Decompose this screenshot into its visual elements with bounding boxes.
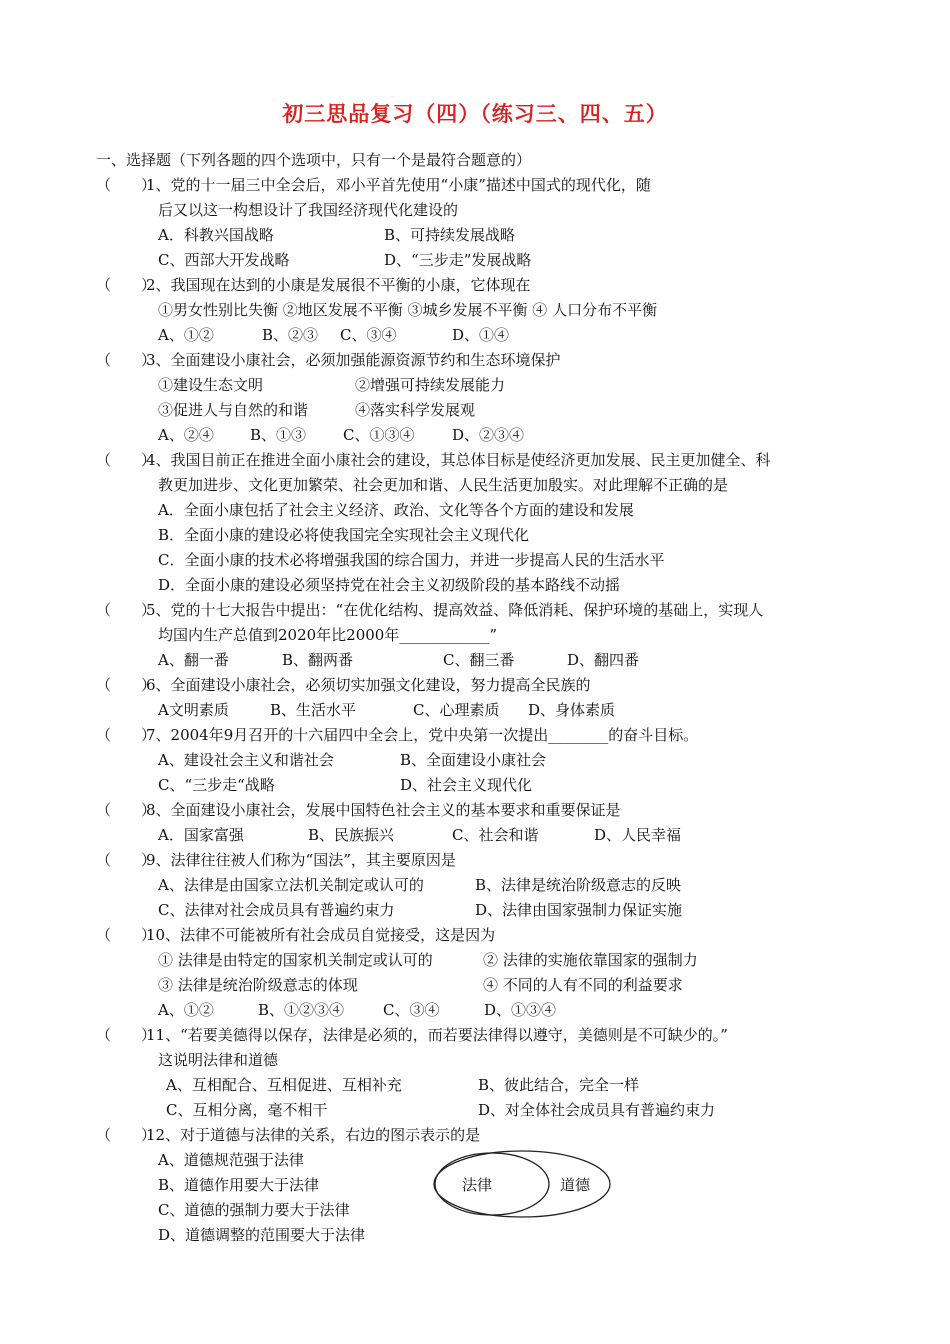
question-option: B、道德作用要大于法律 xyxy=(158,1176,320,1194)
answer-bracket[interactable]: （ ） xyxy=(96,801,157,819)
question-option: D．全面小康的建设必须坚持党在社会主义初级阶段的基本路线不动摇 xyxy=(158,576,621,594)
question-item: ③促进人与自然的和谐 xyxy=(158,401,309,419)
question-stem: 11、“若要美德得以保存，法律是必须的，而若要法律得以遵守，美德则是不可缺少的。” xyxy=(146,1026,728,1044)
question-option: A、道德规范强于法律 xyxy=(158,1151,304,1169)
question-stem: 9、法律往往被人们称为“国法”，其主要原因是 xyxy=(146,851,456,869)
question-option: C、③④ xyxy=(383,1001,440,1019)
question-item: ② 法律的实施依靠国家的强制力 xyxy=(483,951,698,969)
question-stem: 这说明法律和道德 xyxy=(158,1051,279,1069)
question-stem: 1、党的十一届三中全会后，邓小平首先使用“小康”描述中国式的现代化，随 xyxy=(146,176,651,194)
question-option: C、社会和谐 xyxy=(452,826,539,844)
question-option: A、互相配合、互相促进、互相补充 xyxy=(166,1076,402,1094)
question-item: ④ 不同的人有不同的利益要求 xyxy=(483,976,683,994)
question-option: C、“三步走“战略 xyxy=(158,776,275,794)
question-option: D、身体素质 xyxy=(528,701,616,719)
question-option: A、翻一番 xyxy=(158,651,229,669)
question-option: C．全面小康的技术必将增强我国的综合国力，并进一步提高人民的生活水平 xyxy=(158,551,665,569)
answer-bracket[interactable]: （ ） xyxy=(96,351,157,369)
question-stem: 7、2004年9月召开的十六届四中全会上，党中央第一次提出________的奋斗目标。 xyxy=(146,726,699,744)
question-option: D、②③④ xyxy=(452,426,525,444)
answer-bracket[interactable]: （ ） xyxy=(96,1126,157,1144)
question-option: A、建设社会主义和谐社会 xyxy=(158,751,334,769)
section-heading: 一、选择题（下列各题的四个选项中，只有一个是最符合题意的） xyxy=(96,151,532,169)
question-stem: 后又以这一构想设计了我国经济现代化建设的 xyxy=(158,201,459,219)
question-option: B、①③ xyxy=(250,426,307,444)
question-stem: 8、全面建设小康社会，发展中国特色社会主义的基本要求和重要保证是 xyxy=(146,801,621,819)
question-option: D、法律由国家强制力保证实施 xyxy=(475,901,683,919)
question-stem: 10、法律不可能被所有社会成员自觉接受，这是因为 xyxy=(146,926,496,944)
question-item: ① 法律是由特定的国家机关制定或认可的 xyxy=(158,951,433,969)
question-option: C、心理素质 xyxy=(413,701,500,719)
question-option: B．全面小康的建设必将使我国完全实现社会主义现代化 xyxy=(158,526,530,544)
question-option: B、法律是统治阶级意志的反映 xyxy=(475,876,682,894)
answer-bracket[interactable]: （ ） xyxy=(96,451,157,469)
question-option: D、①③④ xyxy=(484,1001,557,1019)
question-option: B、可持续发展战略 xyxy=(384,226,516,244)
question-stem: 6、全面建设小康社会，必须切实加强文化建设，努力提高全民族的 xyxy=(146,676,591,694)
answer-bracket[interactable]: （ ） xyxy=(96,926,157,944)
question-option: D、翻四番 xyxy=(567,651,640,669)
question-option: C、道德的强制力要大于法律 xyxy=(158,1201,350,1219)
question-stem: 12、对于道德与法律的关系，右边的图示表示的是 xyxy=(146,1126,481,1144)
question-option: B、①②③④ xyxy=(258,1001,345,1019)
question-stem: 教更加进步、文化更加繁荣、社会更加和谐、人民生活更加殷实。对此理解不正确的是 xyxy=(158,476,729,494)
question-item: ①男女性别比失衡 ②地区发展不平衡 ③城乡发展不平衡 ④ 人口分布不平衡 xyxy=(158,301,658,319)
question-option: D、社会主义现代化 xyxy=(400,776,533,794)
question-option: B、全面建设小康社会 xyxy=(400,751,547,769)
question-option: A．国家富强 xyxy=(158,826,244,844)
question-item: ③ 法律是统治阶级意志的体现 xyxy=(158,976,358,994)
page-title: 初三思品复习（四）（练习三、四、五） xyxy=(282,102,668,126)
question-option: A、法律是由国家立法机关制定或认可的 xyxy=(158,876,424,894)
question-option: D、道德调整的范围要大于法律 xyxy=(158,1226,366,1244)
question-item: ②增强可持续发展能力 xyxy=(355,376,506,394)
question-option: A、①② xyxy=(158,1001,214,1019)
question-stem: 3、全面建设小康社会，必须加强能源资源节约和生态环境保护 xyxy=(146,351,561,369)
question-option: C、翻三番 xyxy=(443,651,515,669)
question-option: C、③④ xyxy=(340,326,397,344)
question-stem: 均国内生产总值到2020年比2000年____________” xyxy=(158,626,498,644)
question-option: A、①② xyxy=(158,326,214,344)
question-stem: 5、党的十七大报告中提出：“在优化结构、提高效益、降低消耗、保护环境的基础上，实现人 xyxy=(146,601,764,619)
question-option: B、民族振兴 xyxy=(308,826,395,844)
question-option: D、人民幸福 xyxy=(594,826,682,844)
question-option: D、对全体社会成员具有普遍约束力 xyxy=(478,1101,716,1119)
question-option: A文明素质 xyxy=(158,701,229,719)
answer-bracket[interactable]: （ ） xyxy=(96,276,157,294)
question-stem: 2、我国现在达到的小康是发展很不平衡的小康，它体现在 xyxy=(146,276,531,294)
answer-bracket[interactable]: （ ） xyxy=(96,726,157,744)
question-option: C、①③④ xyxy=(343,426,415,444)
answer-bracket[interactable]: （ ） xyxy=(96,1026,157,1044)
question-option: B、翻两番 xyxy=(282,651,354,669)
question-stem: 4、我国目前正在推进全面小康社会的建设，其总体目标是使经济更加发展、民主更加健全、科 xyxy=(146,451,771,469)
question-option: D、“三步走”发展战略 xyxy=(384,251,532,269)
question-option: C、法律对社会成员具有普遍约束力 xyxy=(158,901,395,919)
answer-bracket[interactable]: （ ） xyxy=(96,851,157,869)
question-option: C、西部大开发战略 xyxy=(158,251,290,269)
law-morality-diagram xyxy=(433,1150,613,1220)
question-item: ④落实科学发展观 xyxy=(355,401,476,419)
question-option: A．全面小康包括了社会主义经济、政治、文化等各个方面的建设和发展 xyxy=(158,501,634,519)
answer-bracket[interactable]: （ ） xyxy=(96,676,157,694)
law-label: 法律 xyxy=(462,1176,493,1194)
question-option: A、②④ xyxy=(158,426,214,444)
question-item: ①建设生态文明 xyxy=(158,376,264,394)
question-option: B、彼此结合，完全一样 xyxy=(478,1076,640,1094)
answer-bracket[interactable]: （ ） xyxy=(96,176,157,194)
question-option: C、互相分离，毫不相干 xyxy=(166,1101,328,1119)
question-option: B、生活水平 xyxy=(270,701,357,719)
morality-label: 道德 xyxy=(560,1176,591,1194)
question-option: D、①④ xyxy=(452,326,510,344)
question-option: A．科教兴国战略 xyxy=(158,226,274,244)
answer-bracket[interactable]: （ ） xyxy=(96,601,157,619)
question-option: B、②③ xyxy=(262,326,319,344)
